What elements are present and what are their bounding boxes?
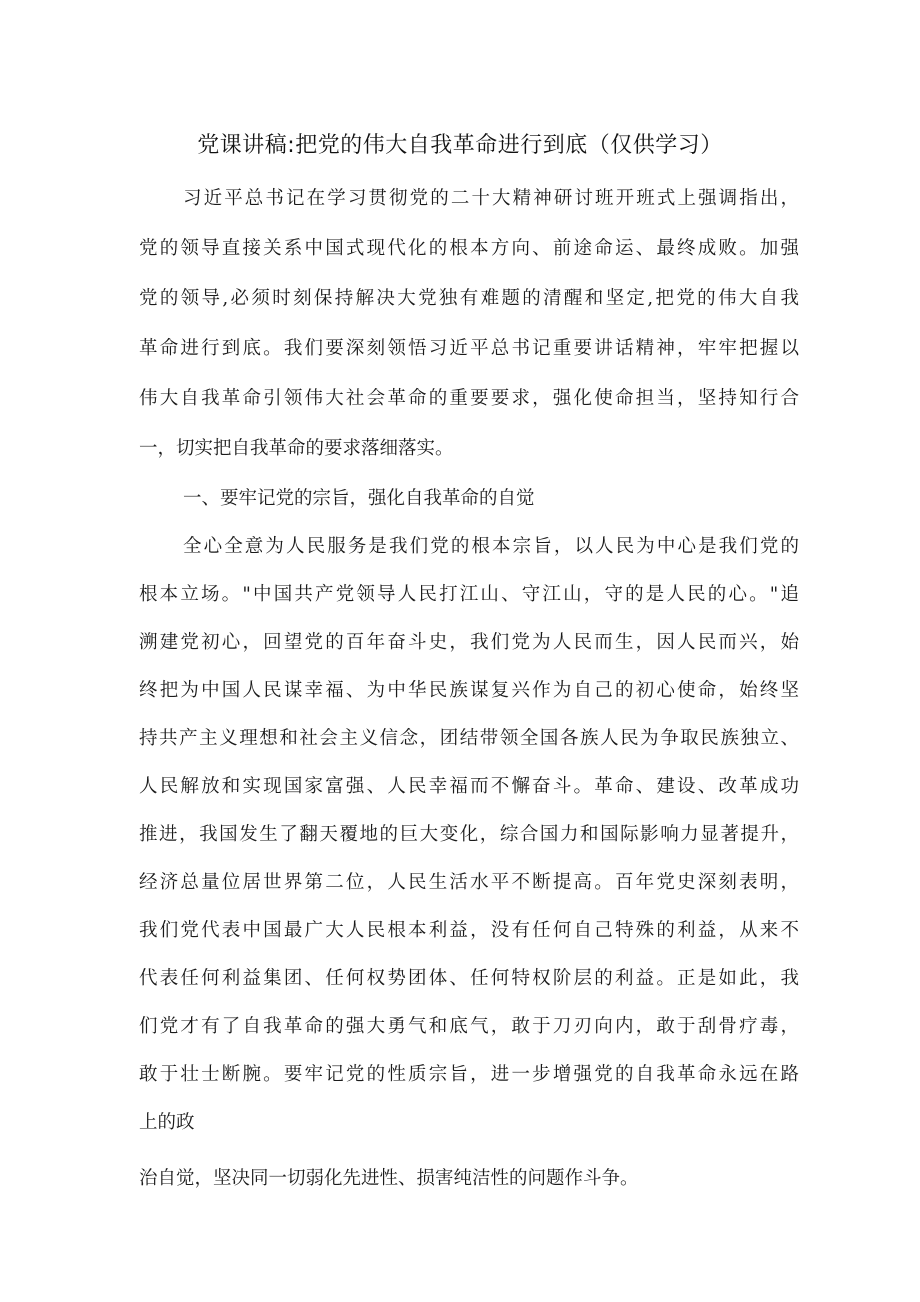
- body-line: 根本立场。"中国共产党领导人民打江山、守江山，守的是人民的心。"追: [139, 584, 799, 605]
- body-line: 党的领导直接关系中国式现代化的根本方向、前途命运、最终成败。加强: [139, 238, 799, 259]
- body-line: 党的领导,必须时刻保持解决大党独有难题的清醒和坚定,把党的伟大自我: [139, 288, 799, 309]
- body-line: 持共产主义理想和社会主义信念，团结带领全国各族人民为争取民族独立、: [139, 728, 799, 749]
- body-line: 伟大自我革命引领伟大社会革命的重要要求，强化使命担当，坚持知行合: [139, 388, 799, 409]
- body-line: 经济总量位居世界第二位，人民生活水平不断提高。百年党史深刻表明，: [139, 872, 799, 893]
- body-line: 代表任何利益集团、任何权势团体、任何特权阶层的利益。正是如此，我: [139, 968, 799, 989]
- body-line: 革命进行到底。我们要深刻领悟习近平总书记重要讲话精神，牢牢把握以: [139, 338, 799, 359]
- body-line: 敢于壮士断腕。要牢记党的性质宗旨，进一步增强党的自我革命永远在路: [139, 1064, 799, 1085]
- body-line: 人民解放和实现国家富强、人民幸福而不懈奋斗。革命、建设、改革成功: [139, 776, 799, 797]
- body-line: 习近平总书记在学习贯彻党的二十大精神研讨班开班式上强调指出，: [183, 188, 799, 209]
- body-line: 一，切实把自我革命的要求落细落实。: [139, 438, 454, 459]
- body-line: 全心全意为人民服务是我们党的根本宗旨，以人民为中心是我们党的: [183, 536, 799, 557]
- document-title: 党课讲稿:把党的伟大自我革命进行到底（仅供学习）: [197, 133, 723, 158]
- body-line: 我们党代表中国最广大人民根本利益，没有任何自己特殊的利益，从来不: [139, 920, 799, 941]
- body-line: 一、要牢记党的宗旨，强化自我革命的自觉: [183, 488, 535, 509]
- body-line: 终把为中国人民谋幸福、为中华民族谋复兴作为自己的初心使命，始终坚: [139, 680, 799, 701]
- body-line: 推进，我国发生了翻天覆地的巨大变化，综合国力和国际影响力显著提升，: [139, 824, 799, 845]
- body-line: 们党才有了自我革命的强大勇气和底气，敢于刀刃向内，敢于刮骨疗毒，: [139, 1016, 799, 1037]
- body-line: 上的政: [139, 1112, 195, 1133]
- body-line: 溯建党初心，回望党的百年奋斗史，我们党为人民而生，因人民而兴，始: [139, 632, 799, 653]
- body-line: 治自觉，坚决同一切弱化先进性、损害纯洁性的问题作斗争。: [139, 1168, 639, 1189]
